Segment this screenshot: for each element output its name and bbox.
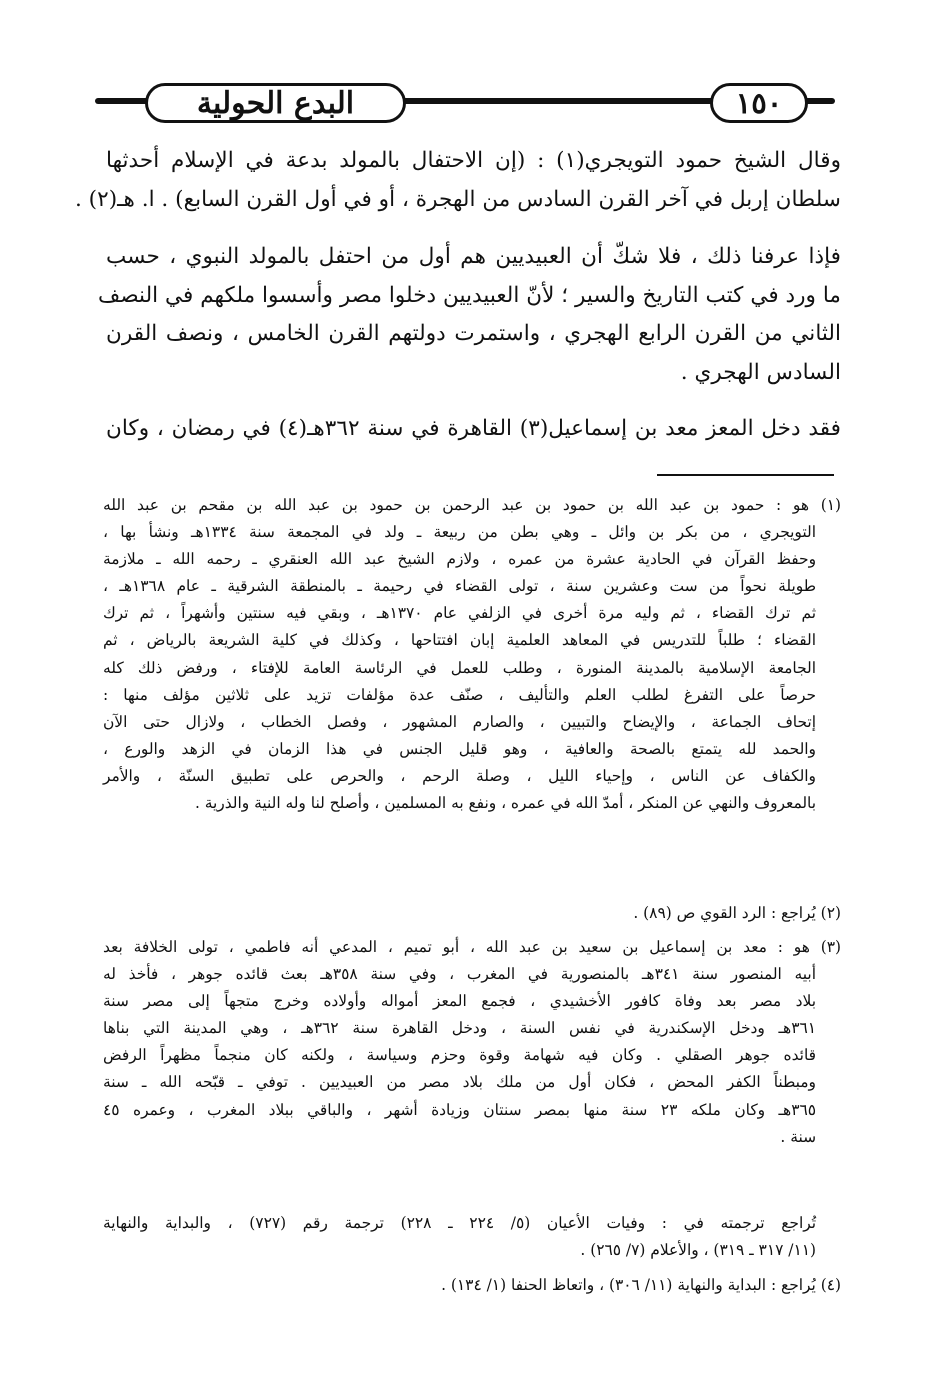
footnote-line: ثم ترك القضاء ، ثم وليه مرة أخرى في الزلفي عام ١٣٧٠هـ ، وبقي فيه سنتين وأشهراً ، ثم ترك: [103, 604, 816, 623]
footnote-line: (١١/ ٣١٧ ـ ٣١٩) ، والأعلام (٧/ ٢٦٥) .: [580, 1241, 816, 1260]
text-line: فإذا عرفنا ذلك ، فلا شكّ أن العبيديين هم أول من احتفل بالمولد النبوي ، حسب: [106, 244, 841, 269]
footnote-line: الجامعة الإسلامية بالمدينة المنورة ، وطلب للعمل في الرئاسة العامة للإفتاء ، ورفض ذلك كله: [103, 658, 816, 677]
footnote-4: [103, 1272, 841, 1299]
footnote-line: القضاء ؛ طلباً للتدريس في المعاهد العلمية إبان افتتاحها ، وكذلك في كلية الشريعة بالرياض ، ثم: [103, 631, 816, 650]
body-paragraph-3: [106, 410, 841, 449]
page-number: ١٥٠: [710, 83, 808, 123]
footnote-line: والحمد لله يتمتع بالصحة والعافية ، وهو قليل الجنس في هذا الزمان في الزهد والورع ،: [103, 739, 816, 758]
footnote-line: بالمعروف والنهي عن المنكر ، أمدّ الله في عمره ، ونفع به المسلمين ، وأصلح لنا وله النية والذرية .: [194, 794, 816, 813]
footnote-line: والكفاف عن الناس ، وإحياء الليل ، وصلة الرحم ، والحرص على تطبيق السنّة ، والأمر: [103, 766, 816, 785]
text-line: السادس الهجري .: [680, 359, 841, 385]
footnote-line: إتحاف الجماعة ، والإيضاح والتبيين ، والصارم المشهور ، وفصل الخطاب ، ولازال حتى الآن: [103, 712, 816, 731]
text-line: فقد دخل المعز معد بن إسماعيل(٣) القاهرة في سنة ٣٦٢هـ(٤) في رمضان ، وكان: [106, 416, 841, 441]
book-title: البدع الحولية: [145, 83, 406, 123]
footnote-line: حرصاً على التفرغ لطلب العلم والتأليف ، صنّف عدة مؤلفات تزيد على ثلاثين مؤلف منها :: [103, 685, 816, 704]
footnote-line: ومبطناً الكفر المحض ، فكان أول من ملك بلاد مصر من العبيديين . توفي ـ قبّحه الله ـ سنة: [103, 1073, 816, 1092]
footnote-line: ٣٦١هـ ودخل الإسكندرية في نفس السنة ، ودخل القاهرة سنة ٣٦٢هـ ، وهي المدينة التي بناها: [103, 1019, 816, 1038]
footnote-line: (٢) يُراجع : الرد القوي ص (٨٩) .: [633, 904, 841, 922]
footnote-line: سنة .: [780, 1127, 816, 1146]
footnote-1: [103, 492, 841, 817]
footnote-line: ٣٦٥هـ وكان ملكه ٢٣ سنة منها بمصر سنتان وزيادة أشهر ، والباقي ببلاد المغرب ، وعمره ٤٥: [103, 1100, 816, 1119]
footnote-line: تُراجع ترجمته في : وفيات الأعيان (٥/ ٢٢٤ ـ ٢٢٨) ترجمة رقم (٧٢٧) ، والبداية والنهاية: [103, 1214, 816, 1232]
body-paragraph-2: [97, 238, 841, 392]
body-paragraph-1: [74, 142, 841, 219]
footnote-line: بلاد مصر بعد وفاة كافور الأخشيدي ، فجمع المعز أمواله وأولاده وخرج متجهاً إلى مصر سنة: [103, 992, 816, 1011]
footnote-line: التويجري ، من بكر بن وائل ـ وهي بطن من ربيعة ـ ولد في المجمعة سنة ١٣٣٤هـ ونشأ بها ،: [103, 523, 816, 542]
footnote-2: [103, 900, 841, 927]
footnote-3: [103, 934, 841, 1151]
footnote-line: طويلة نحواً من ست وعشرين سنة ، تولى القضاء في رحيمة ـ بالمنطقة الشرقية ـ عام ١٣٦٨هـ ،: [103, 577, 816, 596]
text-line: وقال الشيخ حمود التويجري(١) : (إن الاحتفال بالمولد بدعة في الإسلام أحدثها: [106, 148, 841, 173]
footnote-line: وحفظ القرآن في الحادية عشرة من عمره ، ولازم الشيخ عبد الله العنقري ـ رحمه الله ـ ملازمة: [103, 550, 816, 569]
footnote-3-sources: [103, 1210, 841, 1264]
footnote-line: (٤) يُراجع : البداية والنهاية (١١/ ٣٠٦) ، واتعاظ الحنفا (١/ ١٣٤) .: [441, 1276, 841, 1294]
running-header: [95, 74, 835, 130]
footnote-line: أبيه المنصور سنة ٣٤١هـ بالمنصورية في المغرب ، وفي سنة ٣٥٨هـ بعث قائده جوهر ، فأخذ له: [103, 965, 816, 984]
text-line: ما ورد في كتب التاريخ والسير ؛ لأنّ العبيديين دخلوا مصر وأسسوا ملكهم في النصف: [97, 282, 841, 308]
footnote-line: (١) هو : حمود بن عبد الله بن حمود بن عبد الرحمن بن حمود بن عبد الله بن مقحم بن عبد الله: [103, 496, 841, 514]
footnote-line: قائده جوهر الصقلي . وكان فيه شهامة وقوة وحزم وسياسة ، ولكنه كان منجماً مظهراً الرفض: [103, 1046, 816, 1065]
text-line: سلطان إربل في آخر القرن السادس من الهجرة ، أو في أول القرن السابع) . ا. هـ(٢) .: [74, 186, 841, 212]
footnote-line: (٣) هو : معد بن إسماعيل بن سعيد بن عبد الله ، أبو تميم ، المدعي أنه فاطمي ، تولى الخلافة بعد: [103, 938, 841, 956]
footnote-separator: [657, 474, 834, 476]
text-line: الثاني من القرن الرابع الهجري ، واستمرت دولتهم القرن الخامس ، ونصف القرن: [106, 321, 841, 346]
